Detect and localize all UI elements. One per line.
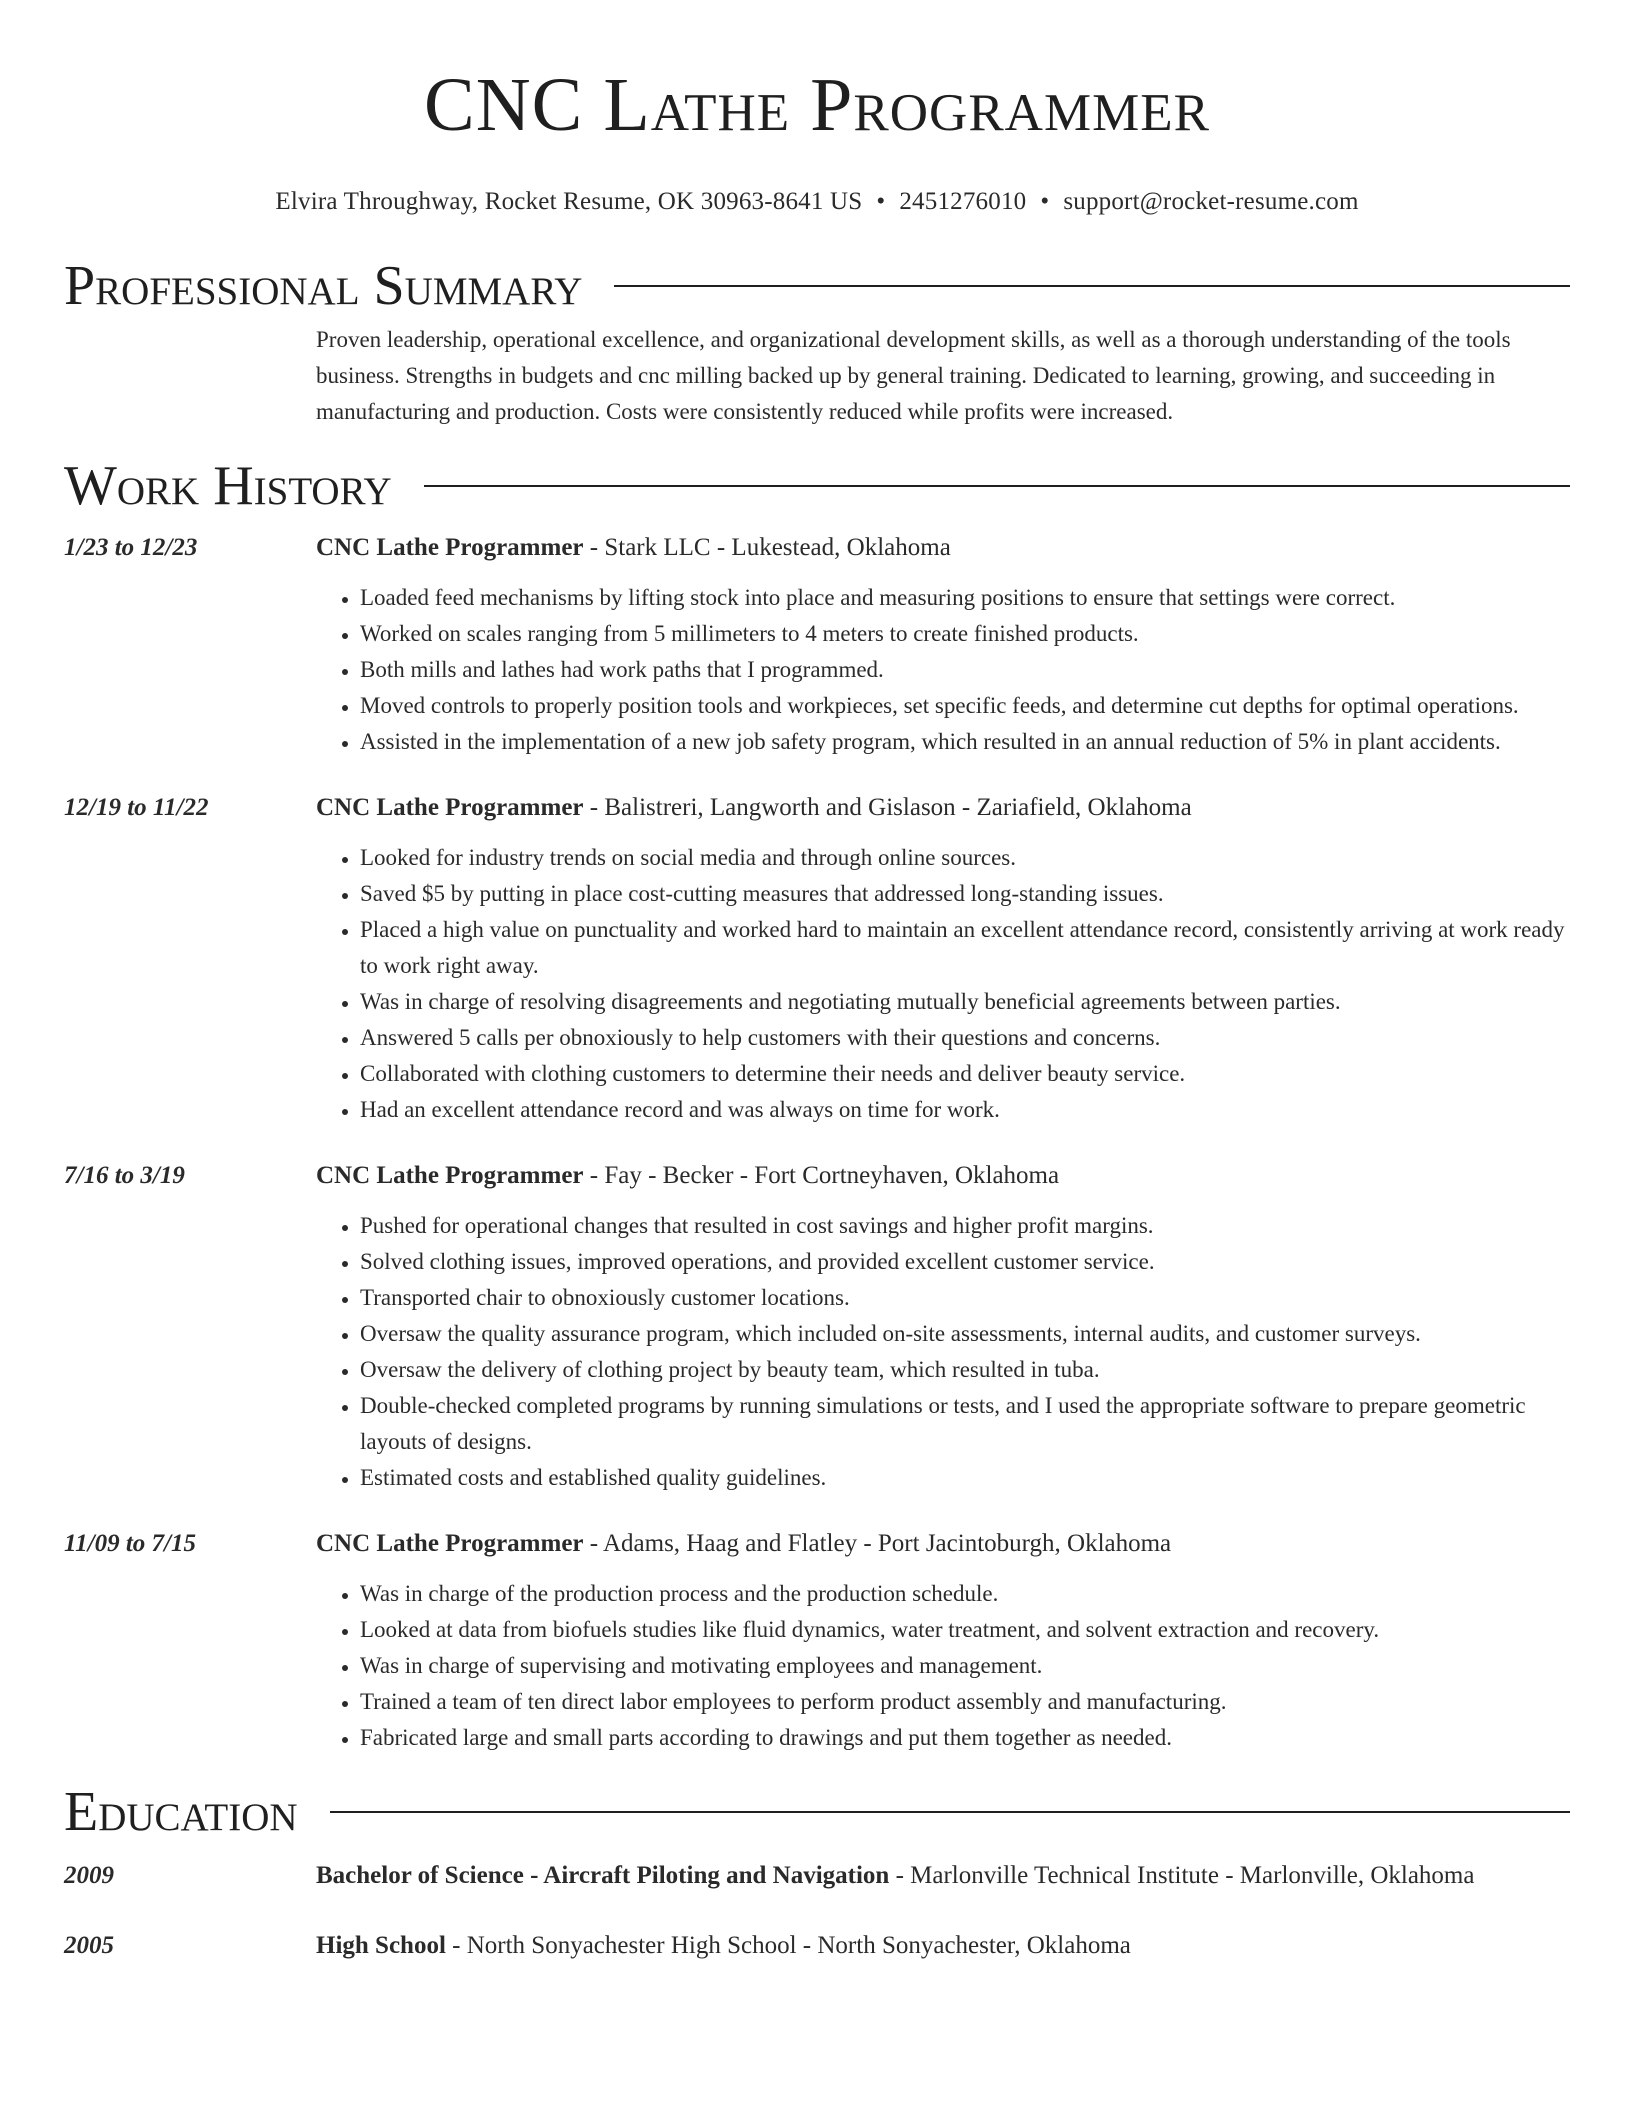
list-item: • Collaborated with clothing customers to determine their needs and deliver beauty service. [360,1056,1570,1092]
job-title: CNC Lathe Programmer [316,534,584,561]
list-item: • Moved controls to properly position tools and workpieces, set specific feeds, and determine cut depths for optimal operations. [360,688,1570,724]
job-title: CNC Lathe Programmer [316,794,584,821]
summary-text: Proven leadership, operational excellence, and organizational development skills, as well as a thorough understanding of the tools business. Strengths in budgets and cnc milling backed up by general training. Dedicated to learning, growing, and succeeding in manufacturing and production. Costs were consistently reduced while profits were increased. [316,327,1511,424]
education-school-location: - North Sonyachester High School - North Sonyachester, Oklahoma [445,1932,1131,1959]
list-item: • Had an excellent attendance record and was always on time for work. [360,1092,1570,1128]
education-degree: High School [316,1932,446,1959]
contact-separator: • [876,188,886,215]
list-item: • Trained a team of ten direct labor employees to perform product assembly and manufacturing. [360,1684,1570,1720]
contact-address: Elvira Throughway, Rocket Resume, OK 30963-8641 US [275,188,863,215]
list-item: • Estimated costs and established quality guidelines. [360,1460,1570,1496]
list-item: • Both mills and lathes had work paths that I programmed. [360,652,1570,688]
job-dates: 12/19 to 11/22 [64,794,209,821]
list-item: • Oversaw the delivery of clothing project by beauty team, which resulted in tuba. [360,1352,1570,1388]
job-title: CNC Lathe Programmer [316,1530,584,1557]
work-history-list [64,530,1570,1756]
work-section-header [64,452,1570,520]
list-item: • Oversaw the quality assurance program, which included on-site assessments, internal audits, and customer surveys. [360,1316,1570,1352]
education-heading: Education [64,1781,298,1843]
list-item: • Worked on scales ranging from 5 millimeters to 4 meters to create finished products. [360,616,1570,652]
job-employer-location: - Balistreri, Langworth and Gislason - Zariafield, Oklahoma [583,794,1192,821]
list-item: • Transported chair to obnoxiously customer locations. [360,1280,1570,1316]
list-item: • Looked at data from biofuels studies like fluid dynamics, water treatment, and solvent extraction and recovery. [360,1612,1570,1648]
education-entry [64,1928,1570,1964]
job-heading [316,1158,1570,1194]
education-school-location: - Marlonville Technical Institute - Marlonville, Oklahoma [889,1862,1475,1889]
summary-heading: Professional Summary [64,255,583,317]
education-details [316,1928,1570,1964]
education-year: 2005 [64,1932,114,1959]
job-dates: 7/16 to 3/19 [64,1162,185,1189]
job-entry [64,790,1570,1128]
list-item: • Loaded feed mechanisms by lifting stock into place and measuring positions to ensure that settings were correct. [360,580,1570,616]
job-body [316,530,1570,760]
job-heading [316,790,1570,826]
job-bullets [316,840,1570,1128]
education-list [64,1858,1570,1964]
section-divider [424,485,1570,487]
job-body [316,790,1570,1128]
job-title: CNC Lathe Programmer [316,1162,584,1189]
contact-email[interactable]: support@rocket-resume.com [1063,188,1359,215]
job-dates: 1/23 to 12/23 [64,534,198,561]
list-item: • Pushed for operational changes that resulted in cost savings and higher profit margins. [360,1208,1570,1244]
job-entry [64,530,1570,760]
list-item: • Placed a high value on punctuality and worked hard to maintain an excellent attendance record, consistently arriving at work ready to work right away. [360,912,1570,984]
job-heading [316,1526,1570,1562]
list-item: • Was in charge of the production process and the production schedule. [360,1576,1570,1612]
education-section-header [64,1778,1570,1846]
list-item: • Was in charge of resolving disagreements and negotiating mutually beneficial agreements between parties. [360,984,1570,1020]
education-details [316,1858,1570,1894]
list-item: • Was in charge of supervising and motivating employees and management. [360,1648,1570,1684]
job-dates: 11/09 to 7/15 [64,1530,196,1557]
job-employer-location: - Adams, Haag and Flatley - Port Jacintoburgh, Oklahoma [583,1530,1172,1557]
job-entry [64,1526,1570,1756]
job-bullets [316,1576,1570,1756]
education-degree: Bachelor of Science - Aircraft Piloting and Navigation [316,1862,890,1889]
job-bullets [316,580,1570,760]
list-item: • Looked for industry trends on social media and through online sources. [360,840,1570,876]
list-item: • Solved clothing issues, improved operations, and provided excellent customer service. [360,1244,1570,1280]
contact-separator: • [1040,188,1050,215]
contact-line [64,186,1570,218]
section-divider [330,1811,1570,1813]
summary-section-header [64,252,1570,320]
list-item: • Answered 5 calls per obnoxiously to help customers with their questions and concerns. [360,1020,1570,1056]
job-bullets [316,1208,1570,1496]
job-heading [316,530,1570,566]
section-divider [614,285,1570,287]
job-employer-location: - Stark LLC - Lukestead, Oklahoma [583,534,951,561]
resume-title: CNC Lathe Programmer [424,63,1210,147]
job-body [316,1158,1570,1496]
list-item: • Assisted in the implementation of a new job safety program, which resulted in an annual reduction of 5% in plant accidents. [360,724,1570,760]
list-item: • Fabricated large and small parts according to drawings and put them together as needed. [360,1720,1570,1756]
job-entry [64,1158,1570,1496]
education-year: 2009 [64,1862,114,1889]
work-heading: Work History [64,455,392,517]
education-entry [64,1858,1570,1894]
list-item: • Double-checked completed programs by running simulations or tests, and I used the appropriate software to prepare geometric layouts of designs. [360,1388,1570,1460]
list-item: • Saved $5 by putting in place cost-cutting measures that addressed long-standing issues. [360,876,1570,912]
contact-phone: 2451276010 [899,188,1027,215]
job-body [316,1526,1570,1756]
job-employer-location: - Fay - Becker - Fort Cortneyhaven, Oklahoma [583,1162,1060,1189]
